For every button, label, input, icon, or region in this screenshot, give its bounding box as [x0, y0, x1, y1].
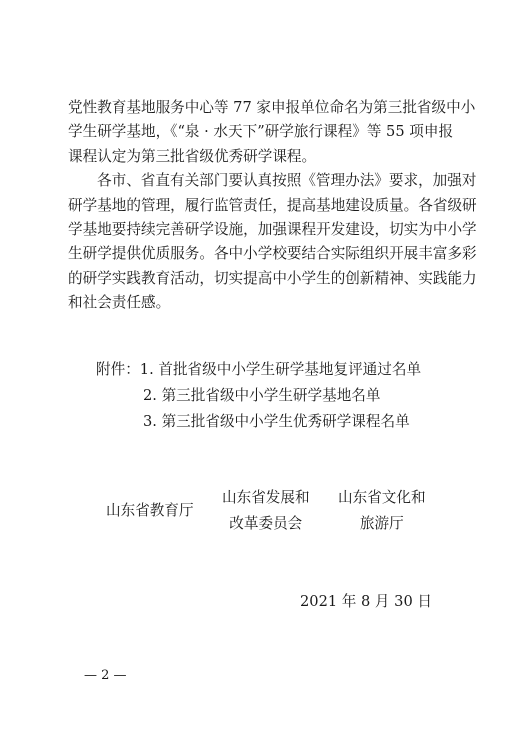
signer-name-line-1: 山东省发展和: [222, 489, 310, 506]
issue-date: 2021 年 8 月 30 日: [300, 593, 432, 610]
attachment-item: [96, 409, 421, 435]
text-line: 党性教育基地服务中心等 77 家申报单位命名为第三批省级中小: [68, 99, 476, 116]
paragraph-1: [68, 96, 476, 169]
text-line: 生研学提供优质服务。各中小学校要结合实际组织开展丰富多彩: [68, 245, 477, 263]
paragraph-2: [68, 169, 477, 315]
attachment-title: 2. 第三批省级中小学生研学基地名单: [143, 387, 381, 404]
signer-culture-tourism-department: [338, 485, 426, 537]
attachment-title: 1. 首批省级中小学生研学基地复评通过名单: [139, 361, 422, 378]
text-line: 课程认定为第三批省级优秀研学课程。: [68, 147, 317, 165]
text-line: 学基地要持续完善研学设施，加强课程开发建设，切实为中小学: [68, 221, 477, 239]
text-line: 和社会责任感。: [68, 294, 171, 312]
attachment-item: [96, 383, 421, 409]
attachments-list: [96, 357, 421, 435]
text-line: 研学基地的管理，履行监管责任，提高基地建设质量。各省级研: [68, 196, 477, 214]
page-number: — 2 —: [84, 668, 127, 683]
attachment-item: [96, 357, 421, 383]
signer-development-reform-commission: [222, 485, 310, 537]
attachment-title: 3. 第三批省级中小学生优秀研学课程名单: [143, 413, 410, 430]
issuing-authorities: [0, 482, 532, 542]
document-body: [68, 96, 477, 316]
attachments-label: 附件：: [96, 361, 140, 378]
signer-name-line-2: 旅游厅: [359, 515, 404, 532]
text-line: 学生研学基地，《“泉 · 水天下”研学旅行课程》等 55 项申报: [68, 123, 454, 141]
signer-name-line-2: 改革委员会: [229, 515, 303, 532]
text-line: 各市、省直有关部门要认真按照《管理办法》要求，加强对: [97, 172, 477, 190]
signer-name-line-1: 山东省文化和: [338, 489, 426, 506]
signer-education-department: [106, 498, 194, 524]
text-line: 的研学实践教育活动，切实提高中小学生的创新精神、实践能力: [68, 269, 477, 287]
signer-name: 山东省教育厅: [106, 502, 194, 519]
